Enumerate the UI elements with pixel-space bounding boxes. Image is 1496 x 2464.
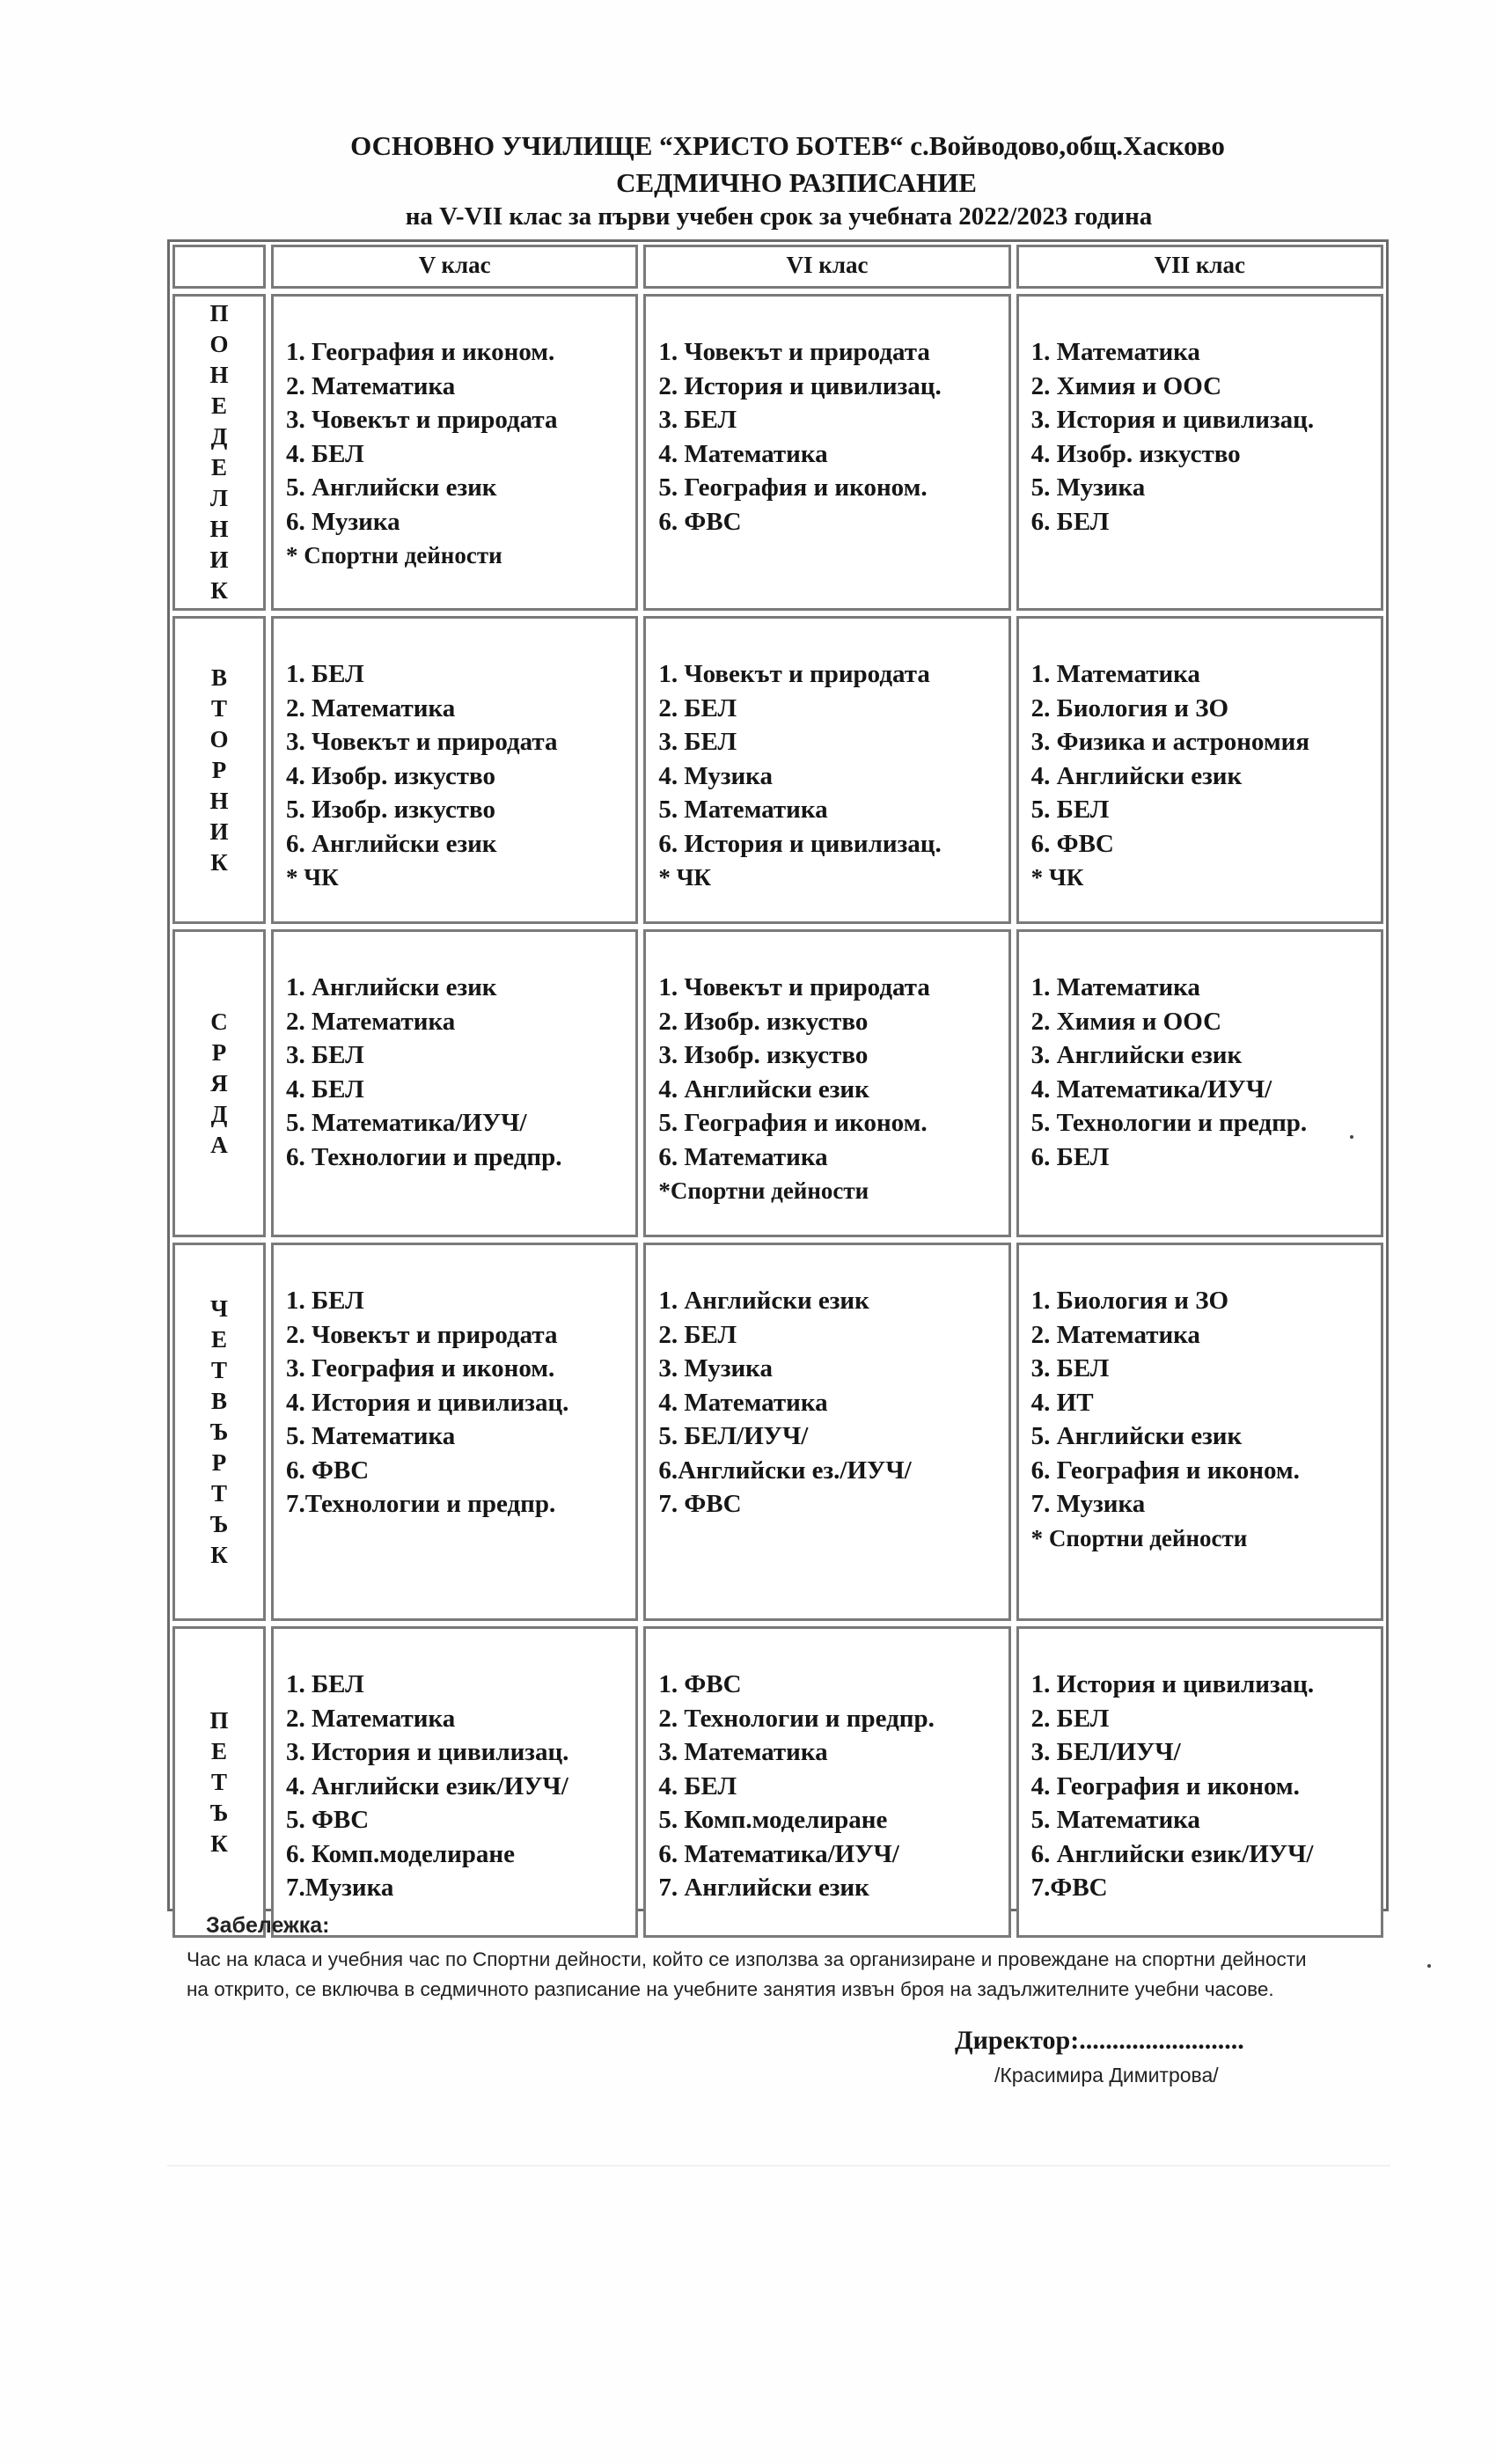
day-letter: Е (210, 454, 227, 480)
day-letter: Ъ (209, 1418, 229, 1445)
lesson-item: *Спортни дейности (658, 1177, 869, 1204)
day-letter: Е (210, 392, 227, 419)
day-label-cell (172, 294, 266, 611)
day-letter: Р (211, 1448, 227, 1476)
column-header-7: VII клас (1016, 245, 1383, 289)
lesson-item: 4. История и цивилизац. (286, 1388, 569, 1417)
lesson-item: 6. БЕЛ (1030, 507, 1110, 536)
lesson-item: 3. Изобр. изкуство (658, 1041, 869, 1069)
lessons-cell-class-7 (1016, 616, 1383, 924)
day-letter: И (209, 546, 229, 573)
lesson-item: 1. Човекът и природата (658, 660, 930, 688)
day-letter: К (210, 577, 228, 604)
day-letter: И (209, 818, 229, 845)
lesson-item: 1. Английски език (286, 973, 497, 1001)
lessons-cell-class-5 (271, 1243, 638, 1621)
lesson-item: 2. Химия и ООС (1030, 371, 1222, 400)
day-label-cell (172, 1626, 266, 1938)
lesson-item: 4. Музика (658, 761, 773, 790)
day-label (209, 298, 228, 606)
lesson-item: 1. Математика (1030, 973, 1200, 1001)
director-name: /Красимира Димитрова/ (994, 2064, 1219, 2086)
lesson-item: * ЧК (286, 864, 339, 891)
lesson-item: 6. Технологии и предпр. (286, 1142, 562, 1171)
lesson-item: 6. Математика (658, 1142, 828, 1171)
lesson-item: 4. Математика (658, 1388, 828, 1417)
day-label-cell (172, 1243, 266, 1621)
lesson-item: 5. Технологии и предпр. (1030, 1109, 1308, 1137)
lesson-item: 3. БЕЛ/ИУЧ/ (1030, 1738, 1181, 1766)
day-letter: Т (210, 1768, 227, 1795)
lesson-item: 5. География и иконом. (658, 1109, 928, 1137)
day-letter: П (209, 1706, 229, 1734)
day-letter: Л (209, 485, 229, 511)
day-label (210, 1294, 229, 1571)
lesson-list (274, 297, 635, 573)
lesson-item: * Спортни дейности (1030, 1524, 1248, 1551)
lesson-item: 1. Математика (1030, 660, 1200, 688)
lesson-item: 7.Технологии и предпр. (286, 1490, 556, 1518)
lesson-item: 1. Математика (1030, 338, 1200, 366)
lesson-item: 1. Човекът и природата (658, 338, 930, 366)
lesson-item: 6. Английски език/ИУЧ/ (1030, 1839, 1314, 1868)
day-label-cell (172, 616, 266, 924)
lessons-cell-class-7 (1016, 1626, 1383, 1938)
lesson-item: 4. Математика/ИУЧ/ (1030, 1074, 1272, 1104)
schedule-title: СЕДМИЧНО РАЗПИСАНИЕ (616, 167, 977, 198)
lesson-item: 4. Английски език (658, 1074, 869, 1104)
scan-speck (1427, 1964, 1431, 1968)
lesson-item: 2. Математика (286, 371, 456, 400)
lesson-list (646, 297, 1008, 539)
day-letter: Р (211, 756, 227, 783)
day-letter: К (210, 1830, 228, 1857)
lesson-item: 6. Комп.моделиране (286, 1839, 516, 1868)
lesson-item: 6. ФВС (658, 507, 742, 536)
day-letter: К (210, 848, 228, 876)
day-letter: А (210, 1131, 228, 1158)
lesson-item: 1. БЕЛ (286, 660, 364, 688)
lesson-item: 7.ФВС (1030, 1874, 1108, 1902)
lesson-item: 5. Музика (1030, 473, 1146, 502)
lesson-item: 1. Биология и ЗО (1030, 1287, 1229, 1315)
day-letter: П (209, 300, 229, 326)
day-letter: Ъ (209, 1799, 229, 1826)
lessons-cell-class-5 (271, 1626, 638, 1938)
lesson-item: 2. Технологии и предпр. (658, 1704, 935, 1733)
day-label-cell (172, 929, 266, 1237)
day-letter: Т (210, 694, 227, 722)
lesson-list (1019, 297, 1381, 539)
lesson-item: 5. ФВС (286, 1806, 370, 1834)
lesson-list (646, 619, 1008, 895)
lesson-item: 5. Изобр. изкуство (286, 796, 496, 824)
lesson-item: 5. Математика (658, 796, 828, 824)
lesson-list (646, 1629, 1008, 1905)
lessons-cell-class-6 (643, 1243, 1010, 1621)
lesson-list (274, 619, 635, 895)
day-letter: Е (210, 1325, 227, 1353)
lesson-item: 3. Английски език (1030, 1041, 1243, 1069)
lesson-item: 5. Комп.моделиране (658, 1806, 888, 1834)
lesson-item: 4. Английски език/ИУЧ/ (286, 1771, 568, 1800)
lesson-item: 5. Математика (286, 1422, 456, 1450)
lesson-item: 5. БЕЛ/ИУЧ/ (658, 1422, 809, 1450)
lesson-list (274, 932, 635, 1174)
day-letter: Н (209, 362, 229, 388)
day-letter: Д (210, 423, 228, 450)
day-letter: Е (210, 1737, 227, 1764)
lesson-item: 3. История и цивилизац. (286, 1738, 569, 1766)
day-letter: О (209, 725, 229, 752)
day-letter: О (209, 331, 229, 357)
director-signature-line: Директор:......................... (955, 2026, 1244, 2055)
lesson-list (1019, 619, 1381, 895)
lesson-item: 4. ИТ (1030, 1388, 1094, 1417)
lesson-item: 3. БЕЛ (286, 1041, 364, 1069)
lesson-item: 6. География и иконом. (1030, 1456, 1300, 1485)
lesson-item: 1. БЕЛ (286, 1287, 364, 1315)
lesson-item: 1. ФВС (658, 1670, 742, 1698)
lesson-item: 2. История и цивилизац. (658, 371, 942, 400)
lesson-item: 6. Музика (286, 507, 400, 536)
lesson-item: 6. Английски език (286, 829, 497, 858)
lesson-item: 7.Музика (286, 1874, 394, 1902)
lesson-item: 3. Музика (658, 1354, 773, 1382)
lesson-item: 6. ФВС (286, 1456, 370, 1485)
lesson-item: 2. БЕЛ (1030, 1704, 1110, 1733)
corner-cell (172, 245, 266, 289)
lesson-item: 6.Английски ез./ИУЧ/ (658, 1456, 912, 1485)
lesson-item: 2. Изобр. изкуство (658, 1007, 869, 1036)
lesson-item: 2. Биология и ЗО (1030, 693, 1229, 722)
lessons-cell-class-7 (1016, 1243, 1383, 1621)
lesson-item: 3. Човекът и природата (286, 728, 558, 756)
lesson-item: 1. Човекът и природата (658, 973, 930, 1001)
school-title: ОСНОВНО УЧИЛИЩЕ “ХРИСТО БОТЕВ“ с.Войводово,общ.Хасково (350, 130, 1225, 161)
lesson-list (646, 932, 1008, 1208)
lessons-cell-class-7 (1016, 929, 1383, 1237)
lesson-list (274, 1245, 635, 1522)
lesson-item: 5. БЕЛ (1030, 796, 1110, 824)
day-label (209, 663, 228, 878)
lessons-cell-class-6 (643, 294, 1010, 611)
day-letter: В (210, 664, 227, 691)
lesson-item: 4. Английски език (1030, 761, 1243, 790)
column-header-6: VI клас (643, 245, 1010, 289)
day-letter: Т (210, 1356, 227, 1383)
lesson-item: 6. БЕЛ (1030, 1142, 1110, 1171)
day-letter: С (210, 1008, 228, 1035)
lesson-item: 5. Математика/ИУЧ/ (286, 1109, 527, 1137)
column-header-5: V клас (271, 245, 638, 289)
lesson-item: 7. Английски език (658, 1874, 869, 1902)
lesson-list (646, 1245, 1008, 1522)
day-letter: Р (211, 1038, 227, 1066)
lesson-item: 2. Математика (286, 1704, 456, 1733)
lesson-item: 4. География и иконом. (1030, 1771, 1300, 1800)
lesson-item: 4. Математика (658, 439, 828, 468)
lesson-item: 5. Математика (1030, 1806, 1200, 1834)
lessons-cell-class-5 (271, 929, 638, 1237)
lesson-item: 2. Човекът и природата (286, 1320, 558, 1349)
lesson-list (1019, 1629, 1381, 1905)
lessons-cell-class-7 (1016, 294, 1383, 611)
day-letter: Т (210, 1479, 227, 1507)
day-letter: В (210, 1387, 227, 1414)
lessons-cell-class-5 (271, 616, 638, 924)
note-title: Забележка: (206, 1913, 330, 1938)
lessons-cell-class-6 (643, 1626, 1010, 1938)
scan-speck (1350, 1135, 1353, 1139)
day-letter: Н (209, 516, 229, 542)
day-letter: Ъ (209, 1510, 229, 1537)
lesson-item: 1. История и цивилизац. (1030, 1670, 1315, 1698)
lesson-item: 3. Математика (658, 1738, 828, 1766)
lesson-item: 7. Музика (1030, 1490, 1146, 1518)
lesson-item: 5. Английски език (286, 473, 497, 502)
day-label (209, 1705, 228, 1859)
lesson-item: 3. БЕЛ (1030, 1354, 1110, 1382)
lesson-item: 3. Физика и астрономия (1030, 728, 1310, 756)
lessons-cell-class-6 (643, 616, 1010, 924)
lesson-list (1019, 1245, 1381, 1555)
lesson-item: * ЧК (658, 864, 711, 891)
lesson-item: 2. Математика (286, 693, 456, 722)
lesson-item: 2. БЕЛ (658, 1320, 737, 1349)
lesson-item: 5. География и иконом. (658, 473, 928, 502)
lesson-item: 6. История и цивилизац. (658, 829, 942, 858)
lesson-item: 7. ФВС (658, 1490, 742, 1518)
schedule-subtitle: на V-VII клас за първи учебен срок за учебната 2022/2023 година (405, 202, 1153, 231)
lesson-item: * ЧК (1030, 864, 1084, 891)
day-letter: Д (210, 1100, 228, 1127)
lesson-item: 1. БЕЛ (286, 1670, 364, 1698)
lesson-item: 4. Изобр. изкуство (1030, 439, 1241, 468)
lesson-item: 4. БЕЛ (286, 439, 364, 468)
lesson-item: 6. Математика/ИУЧ/ (658, 1839, 899, 1868)
lesson-item: 5. Английски език (1030, 1422, 1243, 1450)
lesson-item: 4. БЕЛ (286, 1074, 364, 1104)
lessons-cell-class-5 (271, 294, 638, 611)
day-letter: К (210, 1541, 228, 1568)
lesson-item: 2. Математика (1030, 1320, 1200, 1349)
lesson-item: 3. БЕЛ (658, 728, 737, 756)
lesson-item: 2. Математика (286, 1007, 456, 1036)
lesson-item: 3. История и цивилизац. (1030, 406, 1315, 434)
lesson-item: 2. Химия и ООС (1030, 1007, 1222, 1036)
lesson-item: 4. БЕЛ (658, 1771, 737, 1800)
lesson-item: 3. География и иконом. (286, 1354, 555, 1382)
day-letter: Ч (210, 1294, 228, 1322)
day-letter: Н (209, 787, 229, 814)
lessons-cell-class-6 (643, 929, 1010, 1237)
schedule-table (167, 239, 1389, 1911)
day-letter: Я (210, 1069, 228, 1096)
lesson-list (1019, 932, 1381, 1174)
lesson-item: 1. Английски език (658, 1287, 869, 1315)
lesson-item: 4. Изобр. изкуство (286, 761, 496, 790)
lesson-item: 3. Човекът и природата (286, 406, 558, 434)
lesson-item: 2. БЕЛ (658, 693, 737, 722)
lesson-item: 3. БЕЛ (658, 406, 737, 434)
lesson-item: * Спортни дейности (286, 542, 502, 568)
lesson-item: 6. ФВС (1030, 829, 1114, 858)
lesson-item: 1. География и иконом. (286, 338, 555, 366)
note-text: Час на класа и учебния час по Спортни дейности, който се използва за организиране и провеждане на спортни дейности на открито, се включва в седмичното разписание на учебните занятия извън броя на задължителните учебни часове. (187, 1948, 1307, 2000)
lesson-list (274, 1629, 635, 1905)
scan-artifact-line (167, 2165, 1390, 2167)
day-label (210, 1007, 228, 1161)
